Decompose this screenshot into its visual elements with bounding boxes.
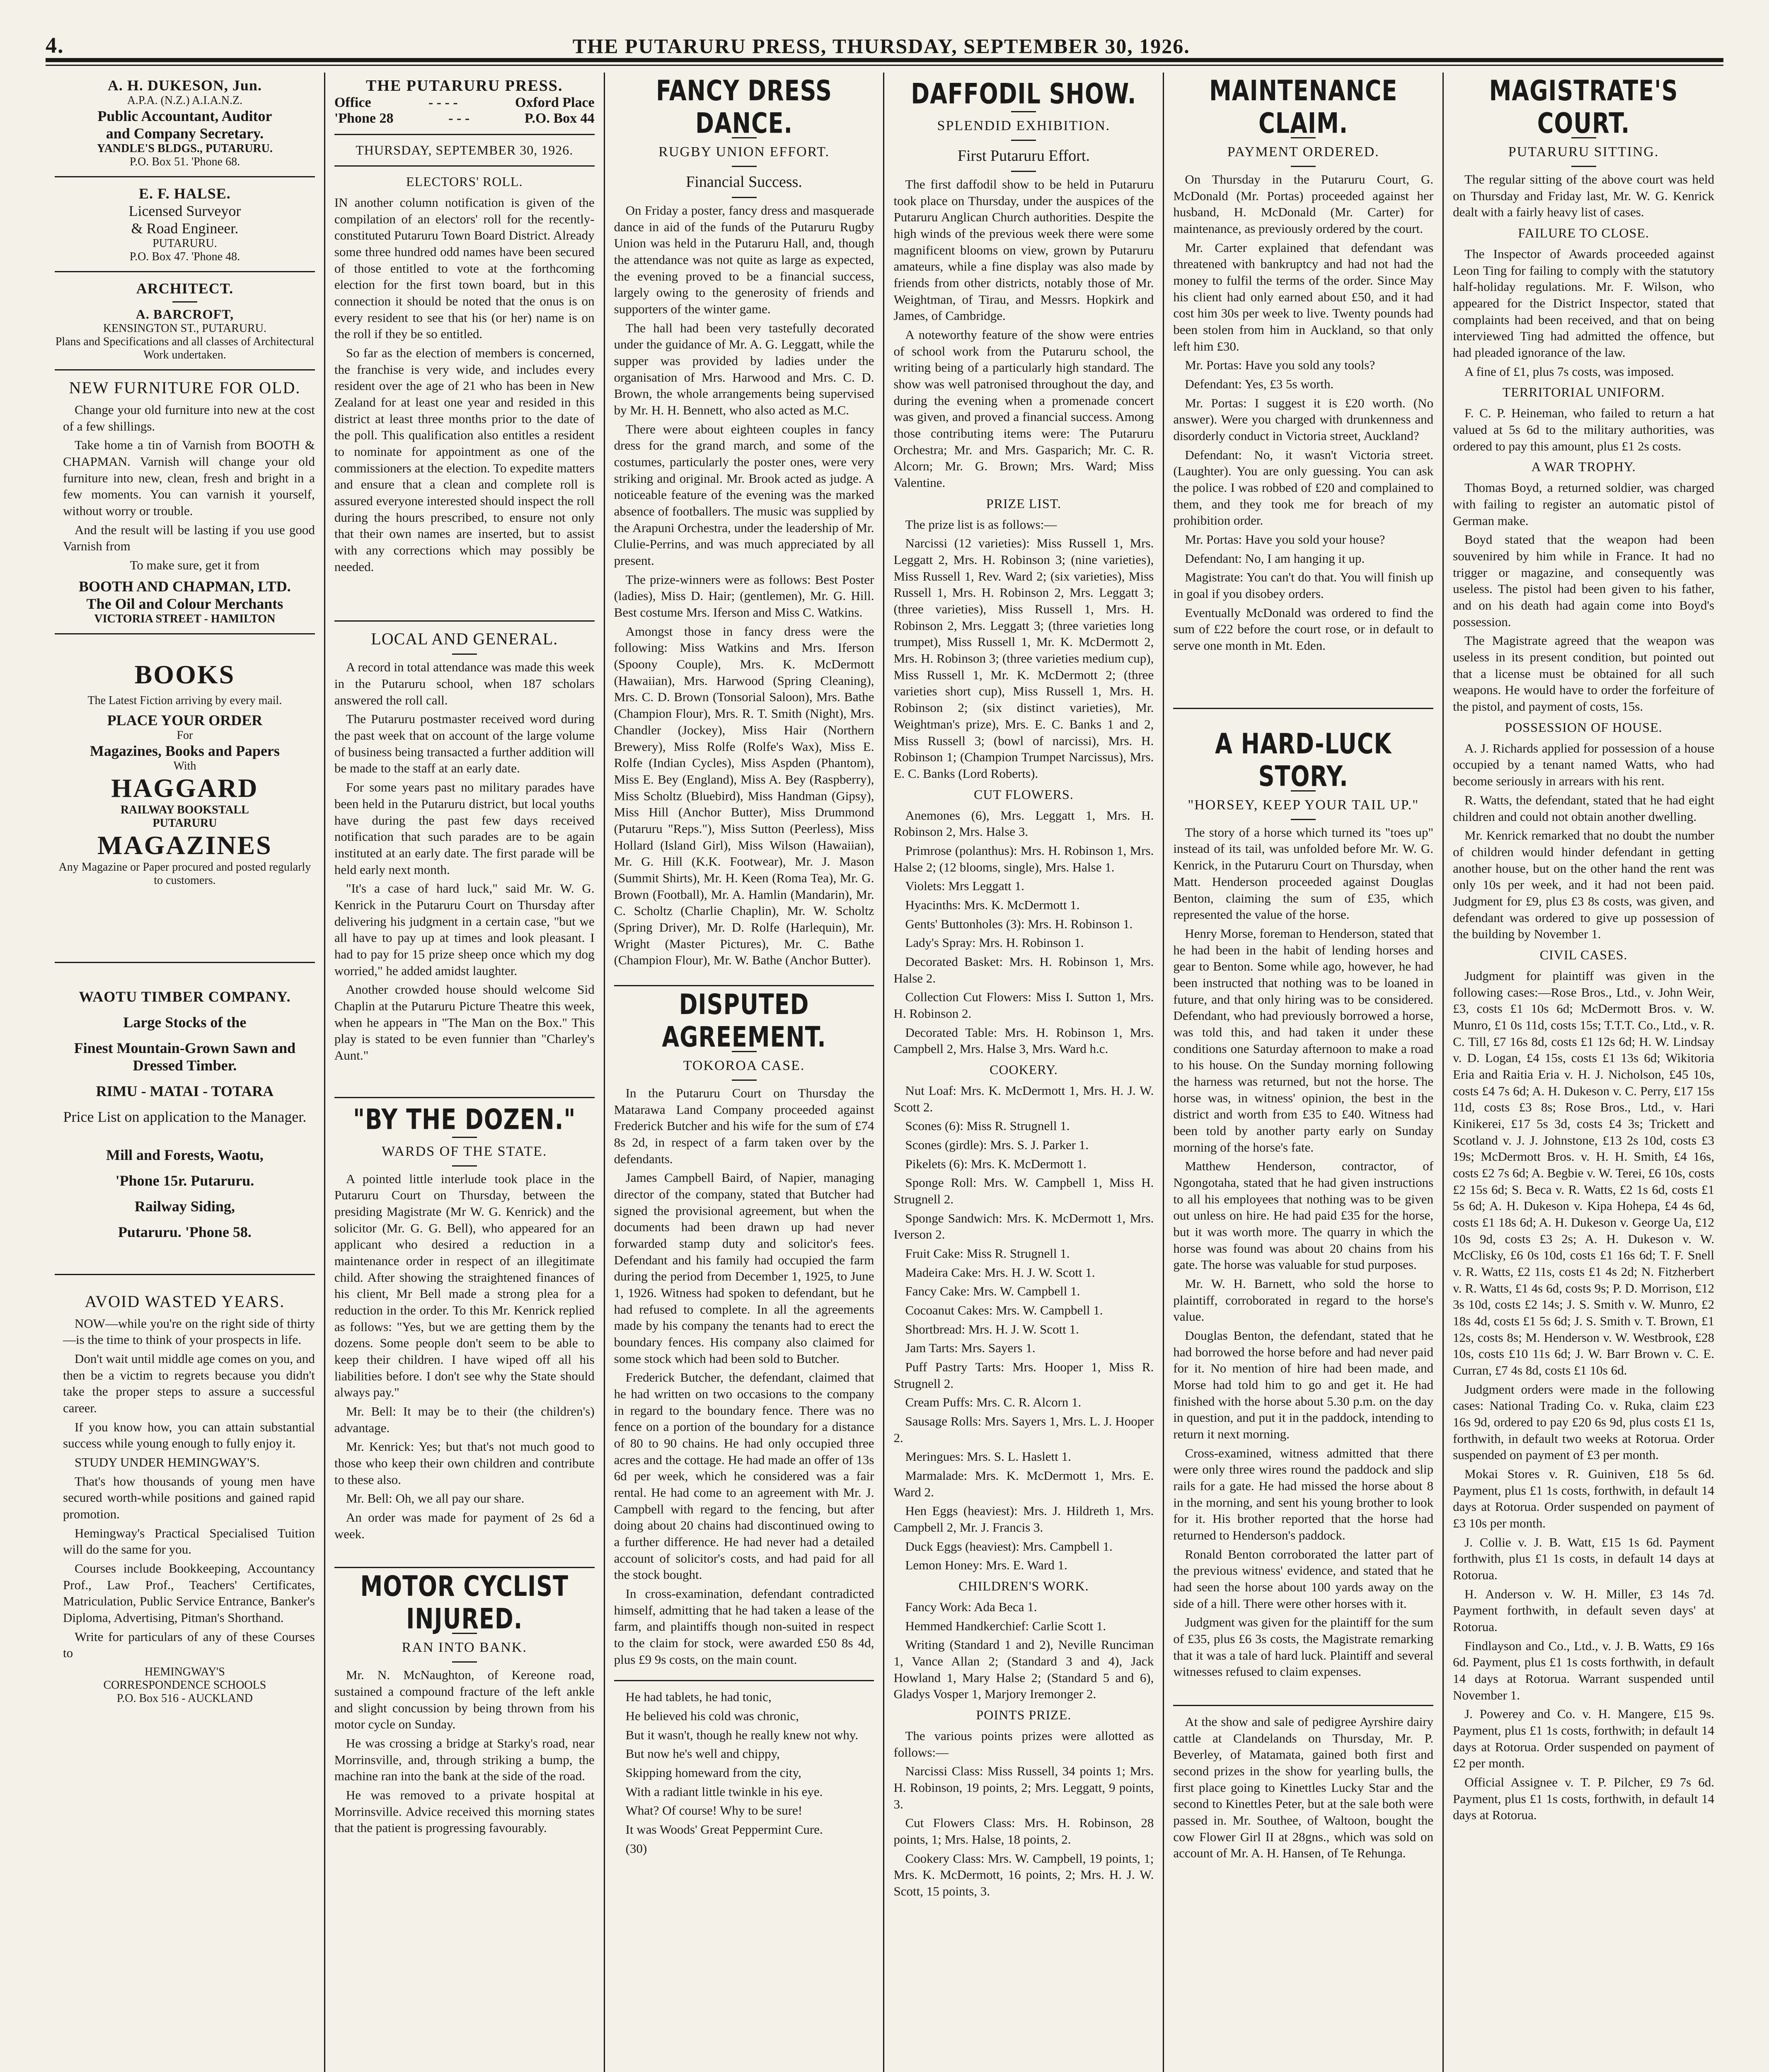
- phone-value: P.O. Box 44: [524, 111, 595, 126]
- article-paragraph: Cross-examined, witness admitted that there were only three wires round the paddock and slip rails for a gate. He had missed the horse about 8 in the morning, and sent his young brother to look for it. His brother reported that the horse had returned to Henderson's paddock.: [1173, 1445, 1434, 1543]
- masthead-title: THE PUTARURU PRESS, THURSDAY, SEPTEMBER 30, 1926.: [572, 34, 1190, 58]
- article-paragraph: R. Watts, the defendant, stated that he had eight children and could not obtain another dwelling.: [1453, 792, 1714, 824]
- ad-paragraph: Hemingway's Practical Specialised Tuition will do the same for you.: [63, 1525, 315, 1557]
- ad-line: Licensed Surveyor: [128, 203, 241, 219]
- ad-line: KENSINGTON ST., PUTARURU.: [103, 322, 266, 335]
- prize-entry: Decorated Table: Mrs. H. Robinson 1, Mrs. Campbell 2, Mrs. Halse 3, Mrs. Ward h.c.: [893, 1025, 1154, 1056]
- divider: [452, 1137, 477, 1138]
- ad-line: VICTORIA STREET - HAMILTON: [94, 612, 276, 625]
- prize-entry: Hyacinths: Mrs. K. McDermott 1.: [905, 897, 1080, 912]
- office-label: Office: [334, 95, 371, 110]
- article-paragraph: In cross-examination, defendant contradicted himself, admitting that he had taken a lease of the farm, and plaintiffs though non-suited in respect to the claim for stock, were awarded £50 8s 4d, plus £9 9s costs, on the main count.: [614, 1586, 874, 1667]
- poem-line: It was Woods' Great Peppermint Cure.: [625, 1822, 823, 1837]
- poem: [614, 1689, 874, 1857]
- poem-line: With a radiant little twinkle in his eye.: [625, 1784, 823, 1799]
- prize-entry: Lemon Honey: Mrs. E. Ward 1.: [905, 1558, 1067, 1573]
- divider: [55, 962, 315, 963]
- phone-label: 'Phone 28: [334, 111, 394, 126]
- ad-line: PUTARURU: [152, 816, 217, 830]
- divider: [1571, 166, 1596, 167]
- article-paragraph: Mr. Kenrick remarked that no doubt the number of children would hinder defendant in getting another house, but on the other hand the rent was only 10s per week, and it had not been paid. Judgment for £9, plus £3 8s costs, was given, and defendant was ordered to give up possession of the building by November 1.: [1453, 828, 1714, 942]
- article-paragraph: F. C. P. Heineman, who failed to return a hat valued at 5s 6d to the military authorities, was ordered to pay this amount, plus £1 2s costs.: [1453, 406, 1714, 453]
- article-paragraph: "It's a case of hard luck," said Mr. W. G. Kenrick in the Putaruru Court on Thursday after delivering his judgment in a certain case, "but we all have to pay up at times and look pleasant. I had to pay for 15 prize sheep once which my dog worried," he added amidst laughter.: [334, 881, 595, 978]
- article-paragraph: Mr. W. H. Barnett, who sold the horse to plaintiff, corroborated in regard to the horse's value.: [1173, 1276, 1434, 1324]
- column-3: [605, 73, 885, 2072]
- ad-name: E. F. HALSE.: [139, 185, 231, 202]
- article-paragraph: Mokai Stores v. R. Guiniven, £18 5s 6d. Payment, plus £1 1s costs, forthwith, in default 14 days at Rotorua. Order suspended on payment of £3 10s per month.: [1453, 1467, 1714, 1531]
- divider: [334, 165, 595, 167]
- article-paragraph: Frederick Butcher, the defendant, claimed that he had written on two occasions to the company in regard to the boundary fence. There was no fence on a portion of the boundary for a distance of 80 to 90 chains. He had only occupied three acres and the cottage. He had made an offer of 13s 6d per week, which he considered was a fair rental. He had come to an agreement with Mr. J. Campbell with regard to the fencing, but after doing about 20 chains had discontinued owing to a further difference. He had never had a detailed account of solicitor's costs, and had paid for all the stock bought.: [614, 1370, 874, 1582]
- prize-entry: Gents' Buttonholes (3): Mrs. H. Robinson 1.: [905, 916, 1133, 931]
- article-paragraph: He was removed to a private hospital at Morrinsville. Advice received this morning states that the patient is progressing favourably.: [334, 1788, 595, 1835]
- prize-entry: Collection Cut Flowers: Miss I. Sutton 1, Mrs. H. Robinson 2.: [893, 990, 1154, 1021]
- column-5: [1164, 73, 1444, 2072]
- prize-entry: Lady's Spray: Mrs. H. Robinson 1.: [905, 935, 1084, 950]
- ad-line: Magazines, Books and Papers: [90, 742, 280, 759]
- article-paragraph: Eventually McDonald was ordered to find the sum of £22 before the court rose, or in default to serve one month in Mt. Eden.: [1173, 605, 1434, 653]
- prize-entry: Cocoanut Cakes: Mrs. W. Campbell 1.: [905, 1302, 1103, 1317]
- columns: [46, 73, 1723, 2072]
- article-paragraph: In the Putaruru Court on Thursday the Matarawa Land Company proceeded against Frederick Butcher and his wife for the sum of £74 8s 2d, in respect of a farm taken over by the defendants.: [614, 1085, 874, 1166]
- ad-line: Railway Siding,: [134, 1198, 235, 1215]
- ad-line: YANDLE'S BLDGS., PUTARURU.: [97, 142, 273, 155]
- article-paragraph: For some years past no military parades have been held in the Putaruru district, but local youths have during the past few days received notification that such parades are to be again instituted at an early date. The first parade will be held early next month.: [334, 780, 595, 877]
- prize-entry: Fruit Cake: Miss R. Strugnell 1.: [905, 1246, 1070, 1261]
- ad-name: A. H. DUKESON, Jun.: [107, 77, 262, 94]
- divider: [334, 1567, 595, 1568]
- ad-line: Plans and Specifications and all classes of Architectural Work undertaken.: [55, 335, 315, 361]
- ad-line: Price List on application to the Manager.: [63, 1108, 307, 1125]
- press-office: Office - - - - Oxford Place: [334, 95, 595, 110]
- article-subheading: WARDS OF THE STATE.: [382, 1143, 547, 1159]
- column-1: [46, 73, 325, 2072]
- ad-halse: [55, 185, 315, 264]
- article-paragraph: Another crowded house should welcome Sid Chaplin at the Putaruru Picture Theatre this week, when he appears in "The Man on the Box." This play is stated to be even funnier than "Charley's Aunt.": [334, 982, 595, 1063]
- article-heading: A HARD-LUCK STORY.: [1215, 727, 1392, 793]
- divider: [334, 620, 595, 622]
- poem-line: But now he's well and chippy,: [625, 1746, 780, 1761]
- article-paragraph: Official Assignee v. T. P. Pilcher, £9 7s 6d. Payment, plus £1 1s costs, forthwith, in default 14 days at Rotorua.: [1453, 1775, 1714, 1823]
- divider: [55, 633, 315, 634]
- divider: [452, 1661, 477, 1663]
- ad-paragraph: Change your old furniture into new at the cost of a few shillings.: [63, 402, 315, 433]
- prize-entry: Primrose (polanthus): Mrs. H. Robinson 1, Mrs. Halse 2; (12 blooms, single), Mrs. Halse 1.: [893, 843, 1154, 874]
- article-heading: MAGISTRATE'S COURT.: [1489, 74, 1678, 140]
- article-paragraph: Matthew Henderson, contractor, of Ngongotaha, stated that he had given instructions to all his employees that nothing was to be given out unless on hire. He had paid £35 for the horse, but it was worth more. The quarry in which the horse was found was about 20 chains from his gate. The horse was valuable for stud purposes.: [1173, 1159, 1434, 1272]
- article-paragraph: The Inspector of Awards proceeded against Leon Ting for failing to comply with the statutory half-holiday regulations. Mr. F. Wilson, who appeared for the District Inspector, stated that complaints had been received, and that on being interviewed Ting had admitted the offence, but had pleaded ignorance of the law.: [1453, 247, 1714, 360]
- ad-paragraph: STUDY UNDER HEMINGWAY'S.: [75, 1455, 260, 1470]
- article-heading: "BY THE DOZEN.": [353, 1103, 576, 1136]
- article-paragraph: So far as the election of members is concerned, the franchise is very wide, and includes every resident over the age of 21 who has been in New Zealand for at least one year and resided in this district at least three months prior to the date of the poll. This qualification also entitles a resident to nominate for appointment as one of the commissioners at the election. To expedite matters and ensure that a clean and complete roll is assured everyone interested should inspect the roll during the hours prescribed, to ensure not only that their own names are inserted, but to assist with any corrections which may possibly be needed.: [334, 346, 595, 574]
- article-paragraph: Defendant: Yes, £3 5s worth.: [1185, 377, 1334, 392]
- ad-line: A.P.A. (N.Z.) A.I.A.N.Z.: [127, 94, 243, 107]
- prize-entry: Fancy Work: Ada Beca 1.: [905, 1600, 1037, 1615]
- divider: [732, 1080, 757, 1081]
- ad-line: RIMU - MATAI - TOTARA: [96, 1082, 274, 1099]
- article-paragraph: A pointed little interlude took place in the Putaruru Court on Thursday, between the presiding Magistrate (Mr W. G. Kenrick) and the solicitor (Mr. G. G. Bell), who appeared for an applicant who desired a reduction in a maintenance order in respect of an illegitimate child. After showing the straightened finances of his client, Mr Bell made a strong plea for a reduction in the order. To this Mr. Kenrick replied as follows: "Yes, but we are getting them by the dozens. Some people don't seem to be able to keep their children. I have wiped off all his liabilities before. I don't see why the State should always pay.": [334, 1171, 595, 1400]
- divider: [1011, 171, 1036, 172]
- section-heading: A WAR TROPHY.: [1531, 459, 1636, 474]
- divider: [55, 271, 315, 272]
- ad-heading: WAOTU TIMBER COMPANY.: [79, 988, 291, 1005]
- divider: [55, 369, 315, 370]
- prize-entry: Sponge Sandwich: Mrs. K. McDermott 1, Mrs. Iverson 2.: [893, 1210, 1154, 1242]
- article-paragraph: On Friday a poster, fancy dress and masquerade dance in aid of the funds of the Putaruru Rugby Union was held in the Putaruru Hall, and, though the attendance was not quite as large as expected, the evening proved to be a financial success, largely owing to the generosity of friends and supporters of the winter game.: [614, 203, 874, 317]
- poem-line: He had tablets, he had tonic,: [625, 1690, 772, 1704]
- prize-entry: Cream Puffs: Mrs. C. R. Alcorn 1.: [905, 1395, 1082, 1410]
- ad-line: The Oil and Colour Merchants: [86, 595, 283, 612]
- article-paragraph: Mr. Portas: Have you sold your house?: [1185, 532, 1385, 547]
- article-subheading: "HORSEY, KEEP YOUR TAIL UP.": [1188, 797, 1419, 813]
- article-paragraph: J. Powerey and Co. v. H. Mangere, £15 9s. Payment, plus £1 1s costs, forthwith; in default 14 days at Rotorua. Order suspended on payment of £2 per month.: [1453, 1706, 1714, 1771]
- article-subheading: First Putaruru Effort.: [957, 147, 1090, 165]
- divider: [1291, 166, 1316, 167]
- prize-entry: Pikelets (6): Mrs. K. McDermott 1.: [905, 1156, 1087, 1171]
- column-4: [884, 73, 1164, 2072]
- prize-entry: Marmalade: Mrs. K. McDermott 1, Mrs. E. Ward 2.: [893, 1468, 1154, 1499]
- press-box: [334, 77, 595, 126]
- article-heading: LOCAL AND GENERAL.: [371, 629, 558, 649]
- article-subheading: Financial Success.: [686, 173, 802, 191]
- ad-line: With: [173, 759, 196, 772]
- poem-number: (30): [625, 1841, 647, 1856]
- ad-line: and Company Secretary.: [106, 125, 264, 142]
- ad-heading: BOOKS: [134, 659, 235, 689]
- ad-architect: [55, 280, 315, 362]
- divider: [55, 1274, 315, 1275]
- prize-entry: Violets: Mrs Leggatt 1.: [905, 879, 1024, 893]
- article-paragraph: J. Collie v. J. B. Watt, £15 1s 6d. Payment forthwith, plus £1 1s costs, in default 14 days at Rotorua.: [1453, 1535, 1714, 1583]
- article-subheading: PUTARURU SITTING.: [1508, 144, 1659, 160]
- article-paragraph: The hall had been very tastefully decorated under the guidance of Mr. A. G. Leggatt, while the supper was provided by ladies under the organisation of Mrs. Harwood and Mrs. C. D. Brown, the whole arrangements being supervised by Mr. H. H. Bennett, who also acted as M.C.: [614, 320, 874, 418]
- article-paragraph: Magistrate: You can't do that. You will finish up in goal if you disobey orders.: [1173, 570, 1434, 601]
- divider: [614, 985, 874, 986]
- article-paragraph: The prize-winners were as follows: Best Poster (ladies), Miss D. Hair; (gentlemen), Mr. G. Hill. Best costume Mrs. Iferson and Miss C. Watkins.: [614, 572, 874, 620]
- office-value: Oxford Place: [515, 95, 595, 110]
- ad-line: The Latest Fiction arriving by every mail.: [87, 694, 282, 707]
- article-heading: ELECTORS' ROLL.: [406, 174, 523, 189]
- prize-entry: Scones (6): Miss R. Strugnell 1.: [905, 1118, 1070, 1133]
- article-paragraph: A noteworthy feature of the show were entries of school work from the Putaruru school, the writing being of a particularly high standard. The show was well patronised throughout the day, and during the evening when a promenade concert was given, and proved a financial success. Among those contributing items were: The Putaruru Orchestra; Mr. and Mrs. Gasparich; Mr. C. R. Alcorn; Mr. G. Brown; Mrs. Ward; Miss Valentine.: [893, 327, 1154, 490]
- article-subheading: TOKOROA CASE.: [683, 1058, 805, 1073]
- ad-heading: ARCHITECT.: [136, 280, 234, 297]
- article-paragraph: Mr. N. McNaughton, of Kereone road, sustained a compound fracture of the left ankle and slight concussion by being thrown from his motor cycle on Sunday.: [334, 1668, 595, 1732]
- ad-heading: AVOID WASTED YEARS.: [85, 1292, 285, 1311]
- article-paragraph: Judgment for plaintiff was given in the following cases:—Rose Bros., Ltd., v. John Weir, £3, costs £1 10s 6d; McDermott Bros. v. W. Munro, £1 0s 11d, costs 15s; T.T.T. Co., Ltd., v. R. C. Till, £7 16s 8d, costs £1 12s 6d; H. W. Lindsay v. D. Logan, £4 15s, costs £1 13s 6d; Wikitoria Eria and Raitia Eria v. H. J. Nicholson, £45 10s, costs £4 7s 6d; A. H. Dukeson v. C. Perry, £17 15s 11d, costs £3 8s; Rose Bros., Ltd., v. Hari Kinikerei, £17 5s 3d, costs £4 3s; Trickett and Scotland v. J. J. Johnstone, £13 2s 10d, costs £3 19s; McDermott Bros. v. H. H. Smith, £4 16s, costs £2 7s 6d; A. Begbie v. W. Terei, £6 10s, costs £2 15s 6d; S. Beca v. R. Watts, £2 1s 6d, costs £1 5s 6d; A. H. Dukeson v. Kipa Hohepa, £4 4s 6d, costs £1 18s 6d; A. H. Dukeson v. George Ua, £12 10s 9d, costs £3 2s; A. H. Dukeson v. W. McClisky, £6 0s 10d, costs £1 16s 6d; T. F. Snell v. R. Watts, £2 11s, costs £1 4s 2d; N. Fitzherbert v. R. Watts, £1 4s 6d, costs 9s; P. D. Morrison, £12 3s 10d, costs £2 14s; J. S. Smith v. W. Munro, £2 18s 4d, costs £1 5s 6d; J. S. Smith v. T. Brown, £1 12s, costs 8s; M. Henderson v. W. Westbrook, £28 10s, costs £10 11s 6d; J. W. Barr Brown v. C. E. Curran, £7 4s 8d, costs £1 10s 6d.: [1453, 968, 1714, 1377]
- section-heading: TERRITORIAL UNIFORM.: [1502, 385, 1665, 400]
- divider: [1173, 708, 1433, 709]
- section-heading: CHILDREN'S WORK.: [958, 1578, 1089, 1594]
- article-paragraph: The regular sitting of the above court was held on Thursday and Friday last, Mr. W. G. Kenrick dealt with a fairly heavy list of cases.: [1453, 172, 1714, 220]
- article-subheading: PAYMENT ORDERED.: [1227, 144, 1379, 160]
- prize-entry: Hen Eggs (heaviest): Mrs. J. Hildreth 1, Mrs. Campbell 2, Mr. J. Francis 3.: [893, 1503, 1154, 1535]
- ad-line: & Road Engineer.: [131, 220, 239, 237]
- ad-paragraph: To make sure, get it from: [130, 558, 260, 573]
- poem-line: But it wasn't, though he really knew not why.: [625, 1727, 859, 1742]
- ad-line: Putaruru. 'Phone 58.: [118, 1223, 252, 1240]
- ad-line: RAILWAY BOOKSTALL: [120, 803, 249, 816]
- column-6: [1444, 73, 1723, 2072]
- ad-dukeson: [55, 77, 315, 169]
- article-paragraph: The prize list is as follows:—: [905, 517, 1057, 532]
- article-paragraph: Mr. Portas: I suggest it is £20 worth. (No answer). Were you charged with drunkenness and disorderly conduct in Victoria street, Auckland?: [1173, 395, 1434, 443]
- article-paragraph: There were about eighteen couples in fancy dress for the grand march, and some of the costumes, particularly the poster ones, were very striking and original. Mr. Brook acted as judge. A noticeable feature of the evening was the marked absence of footballers. The music was supplied by the Arapuni Orchestra, under the leadership of Mr. Clulie-Perrins, and was much appreciated by all present.: [614, 421, 874, 568]
- section-heading: PRIZE LIST.: [986, 496, 1061, 511]
- ad-line: PLACE YOUR ORDER: [107, 712, 263, 729]
- ad-paragraph: If you know how, you can attain substantial success while young enough to fully enjoy it.: [63, 1419, 315, 1451]
- prize-entry: Anemones (6), Mrs. Leggatt 1, Mrs. H. Robinson 2, Mrs. Halse 3.: [893, 808, 1154, 839]
- prize-entry: Writing (Standard 1 and 2), Neville Runciman 1, Vance Allan 2; (Standard 3 and 4), Jack Howland 1, Mary Halse 2; (Standard 5 and 6), Gladys Vosper 1, Marjory Iremonger 2.: [893, 1637, 1154, 1702]
- press-name: THE PUTARURU PRESS.: [366, 77, 563, 94]
- divider: [1011, 111, 1036, 112]
- article-paragraph: A record in total attendance was made this week in the Putaruru school, when 187 scholars answered the roll call.: [334, 660, 595, 707]
- ad-paragraph: NOW—while you're on the right side of thirty—is the time to think of your prospects in life.: [63, 1316, 315, 1347]
- ad-paragraph: And the result will be lasting if you use good Varnish from: [63, 522, 315, 554]
- ad-line: P.O. Box 516 - AUCKLAND: [116, 1692, 253, 1705]
- masthead-rule-thin: [46, 65, 1723, 66]
- prize-entry: Nut Loaf: Mrs. K. McDermott 1, Mrs. H. J. W. Scott 2.: [893, 1083, 1154, 1114]
- prize-entry: Fancy Cake: Mrs. W. Campbell 1.: [905, 1284, 1080, 1299]
- divider: [1291, 819, 1316, 820]
- article-paragraph: Defendant: No, it wasn't Victoria street. (Laughter). You are only guessing. You can ask the police. I was robbed of £20 and complained to them, and they took me for breach of my prohibition order.: [1173, 447, 1434, 528]
- prize-entry: Meringues: Mrs. S. L. Haslett 1.: [905, 1449, 1071, 1464]
- ad-hemingway: [55, 1292, 315, 1311]
- ad-hemingway-address: [55, 1665, 315, 1705]
- article-paragraph: Judgment was given for the plaintiff for the sum of £35, plus £6 3s costs, the Magistrate remarking that it was a tale of hard luck. Plaintiff and several witnesses refused to claim expenses.: [1173, 1615, 1434, 1679]
- prize-entry: Scones (girdle): Mrs. S. J. Parker 1.: [905, 1137, 1089, 1152]
- divider: [732, 166, 757, 167]
- article-paragraph: Narcissi (12 varieties): Miss Russell 1, Mrs. Leggatt 2, Mrs. H. Robinson 3; (nine varieties), Miss Russell 1, Rev. Ward 2; (six varieties), Miss Russell 1, Mrs. H. Robinson 2, Mrs. Leggatt 3; (three varieties), Miss Russell 1, Mrs. H. Robinson 2, Mrs. Leggatt 3; (three varieties long trumpet), Miss Russell 1, Mr. K. McDermott 2, Mrs. H. Robinson 3; (three varieties medium cup), Miss Russell 1, Mr. K. McDermott 2; (three varieties short cup), Miss Russell 1, Mrs. H. Robinson 2; (six distinct varieties), Mr. Weightman's prize), Mrs. E. C. Banks 1 and 2, Miss Russell 3; (bowl of narcissi), Mrs. H. Robinson 1; (Champion Trumpet Narcissus), Mrs. E. C. Banks (Lord Roberts).: [893, 536, 1154, 781]
- ad-line: BOOTH AND CHAPMAN, LTD.: [79, 578, 291, 595]
- ad-line: P.O. Box 51. 'Phone 68.: [129, 155, 240, 168]
- ad-line: Large Stocks of the: [123, 1014, 247, 1031]
- ad-paragraph: That's how thousands of young men have secured worth-while positions and gained rapid promotion.: [63, 1474, 315, 1522]
- section-heading: CIVIL CASES.: [1539, 947, 1628, 962]
- article-paragraph: The first daffodil show to be held in Putaruru took place on Thursday, under the auspices of the Putaruru Anglican Church authorities. Despite the high winds of the previous week there were some magnificent blooms on view, grown by Putaruru amateurs, while a fine display was also made by friends from other districts, notably those of Mr. Weightman, of Tirau, and Messrs. Hopkirk and James, of Cambridge.: [893, 177, 1154, 323]
- ad-furniture-firm: [55, 578, 315, 626]
- prize-entry: Cut Flowers Class: Mrs. H. Robinson, 28 points, 1; Mrs. Halse, 18 points, 2.: [893, 1815, 1154, 1847]
- article-paragraph: Ronald Benton corroborated the latter part of the previous witness' evidence, and stated that he had seen the horse about 100 yards away on the side of a hill. There were other horses with it.: [1173, 1547, 1434, 1611]
- article-paragraph: Boyd stated that the weapon had been souvenired by him while in France. It had no trigger or magazine, and consequently was useless. The pistol had been given to his father, and on his death had again come into Boyd's possession.: [1453, 532, 1714, 629]
- article-paragraph: Mr. Portas: Have you sold any tools?: [1185, 358, 1375, 373]
- poem-line: Skipping homeward from the city,: [625, 1765, 801, 1780]
- article-paragraph: He was crossing a bridge at Starky's road, near Morrinsville, and, through striking a bump, the machine ran into the bank at the side of the road.: [334, 1736, 595, 1784]
- ad-line: Finest Mountain-Grown Sawn and Dressed Timber.: [74, 1039, 296, 1074]
- prize-entry: Puff Pastry Tarts: Mrs. Hooper 1, Miss R. Strugnell 2.: [893, 1360, 1154, 1391]
- divider: [452, 1165, 477, 1167]
- poem-line: He believed his cold was chronic,: [625, 1709, 799, 1723]
- column-2: [325, 73, 605, 2072]
- prize-entry: Madeira Cake: Mrs. H. J. W. Scott 1.: [905, 1265, 1095, 1280]
- prize-entry: Cookery Class: Mrs. W. Campbell, 19 points, 1; Mrs. K. McDermott, 16 points, 2; Mrs. H. J. W. Scott, 15 points, 3.: [893, 1851, 1154, 1899]
- article-paragraph: Mr. Bell: Oh, we all pay our share.: [346, 1491, 525, 1506]
- ad-line: P.O. Box 47. 'Phone 48.: [129, 250, 240, 263]
- masthead-rule: [46, 58, 1723, 62]
- article-paragraph: IN another column notification is given of the compilation of an electors' roll for the recently-constituted Putaruru Town Board District. Already some three hundred odd names have been secured of those entitled to vote at the forthcoming election for the first town board, but in this connection it should be noted that the onus is on every resident to see that his (or her) name is on the roll if they be so entitled.: [334, 195, 595, 341]
- ad-books: [55, 659, 315, 887]
- ad-paragraph: Write for particulars of any of these Courses to: [63, 1629, 315, 1661]
- article-subheading: RUGBY UNION EFFORT.: [658, 144, 830, 160]
- divider: [1173, 1705, 1433, 1706]
- article-heading: FANCY DRESS DANCE.: [656, 74, 832, 140]
- prize-entry: Sponge Roll: Mrs. W. Campbell 1, Miss H. Strugnell 2.: [893, 1175, 1154, 1206]
- article-paragraph: The story of a horse which turned its "toes up" instead of its tail, was unfolded before Mr. W. G. Kenrick, in the Putaruru Court on Thursday, when Matt. Henderson proceeded against Douglas Benton, claiming the sum of £35, which represented the value of the horse.: [1173, 825, 1434, 922]
- ad-line: CORRESPONDENCE SCHOOLS: [103, 1679, 266, 1692]
- ad-heading: NEW FURNITURE FOR OLD.: [69, 378, 301, 397]
- ad-line: MAGAZINES: [97, 830, 272, 860]
- article-heading: DISPUTED AGREEMENT.: [662, 988, 826, 1053]
- prize-entry: Duck Eggs (heaviest): Mrs. Campbell 1.: [905, 1539, 1113, 1554]
- article-paragraph: H. Anderson v. W. H. Miller, £3 14s 7d. Payment forthwith, in default seven days' at Rotorua.: [1453, 1586, 1714, 1634]
- article-heading: MOTOR CYCLIST INJURED.: [360, 1570, 569, 1636]
- divider: [732, 197, 757, 198]
- prize-entry: Sausage Rolls: Mrs. Sayers 1, Mrs. L. J. Hooper 2.: [893, 1414, 1154, 1445]
- section-heading: FAILURE TO CLOSE.: [1518, 225, 1649, 241]
- ad-line: 'Phone 15r. Putaruru.: [115, 1172, 254, 1189]
- ad-furniture: [55, 378, 315, 397]
- prize-entry: Narcissi Class: Miss Russell, 34 points 1; Mrs. H. Robinson, 19 points, 2; Mrs. Leggatt, 9 points, 3.: [893, 1764, 1154, 1811]
- article-paragraph: At the show and sale of pedigree Ayrshire dairy cattle at Clandelands on Thursday, Mr. P. Beverley, of Matamata, gained both first and second prizes in the show for yearling bulls, the first place going to Kinettles Lucky Star and the second to Kinettles Peter, but at the sale both were passed in. Mr. Southee, of Waltoon, bought the cow Flower Girl II at 28gns., which was sold on account of Mr. A. H. Hansen, of Te Rehunga.: [1173, 1714, 1434, 1861]
- divider: [334, 1097, 595, 1098]
- section-heading: COOKERY.: [990, 1062, 1058, 1077]
- article-paragraph: The Magistrate agreed that the weapon was useless in its present condition, but pointed out that a license must be obtained for all such weapons. He would have to order the forfeiture of the pistol, and payment of costs, 15s.: [1453, 633, 1714, 714]
- article-paragraph: Thomas Boyd, a returned soldier, was charged with failing to register an automatic pistol of German make.: [1453, 480, 1714, 528]
- article-paragraph: On Thursday in the Putaruru Court, G. McDonald (Mr. Portas) proceeded against her husband, H. McDonald (Mr. Carter) for maintenance, as previously ordered by the court.: [1173, 172, 1434, 236]
- article-paragraph: A. J. Richards applied for possession of a house occupied by a tenant named Watts, who had become seriously in arrears with his rent.: [1453, 741, 1714, 789]
- article-paragraph: Findlayson and Co., Ltd., v. J. B. Watts, £9 16s 6d. Payment, plus £1 1s costs forthwith, in default 14 days at Rotorua. Warrant suspended until November 1.: [1453, 1638, 1714, 1702]
- press-phone: 'Phone 28 - - - P.O. Box 44: [334, 111, 595, 126]
- ad-waotu: [55, 988, 315, 1241]
- dateline: THURSDAY, SEPTEMBER 30, 1926.: [356, 143, 574, 157]
- article-paragraph: A fine of £1, plus 7s costs, was imposed.: [1464, 364, 1674, 379]
- prize-entry: Jam Tarts: Mrs. Sayers 1.: [905, 1341, 1036, 1356]
- article-paragraph: Mr. Carter explained that defendant was threatened with bankruptcy and had not had the money to fulfil the terms of the order. Since May his client had only earned about £50, and it had cost him 30s per week to live. Twenty pounds had been stolen from him in Auckland, so that only left him £30.: [1173, 240, 1434, 353]
- article-heading: DAFFODIL SHOW.: [911, 77, 1137, 110]
- ad-line: Mill and Forests, Waotu,: [106, 1146, 264, 1163]
- article-paragraph: Henry Morse, foreman to Henderson, stated that he had been in the habit of lending horses and gear to Benton. Some while ago, however, he had been instructed that nothing was to be loaned in future, and that only hiring was to be considered. Defendant, who had previously borrowed a horse, was told this, and had taken it under these conditions one Saturday afternoon to make a road to his house. On the Sunday morning following the harness was returned, but not the horse. The horse was, in witness' opinion, the best in the district and worth from £35 to £40. Witness had been told by another party early on Sunday morning of the horse's fate.: [1173, 926, 1434, 1155]
- poem-line: What? Of course! Why to be sure!: [625, 1803, 803, 1818]
- divider: [334, 134, 595, 135]
- section-heading: POSSESSION OF HOUSE.: [1505, 719, 1663, 735]
- ad-paragraph: Take home a tin of Varnish from BOOTH & CHAPMAN. Varnish will change your old furniture into new, clean, fresh and bright in a few moments. You can varnish it yourself, without worry or trouble.: [63, 438, 315, 518]
- divider: [172, 301, 197, 303]
- ad-name: A. BARCROFT,: [136, 307, 234, 322]
- article-paragraph: Mr. Bell: It may be to their (the children's) advantage.: [334, 1404, 595, 1435]
- article-paragraph: Mr. Kenrick: Yes; but that's not much good to those who keep their own children and contribute to these also.: [334, 1439, 595, 1487]
- ad-line: Public Accountant, Auditor: [97, 108, 272, 124]
- divider: [452, 654, 477, 655]
- article-paragraph: Douglas Benton, the defendant, stated that he had borrowed the horse before and had never paid for it. No mention of hire had been made, and Morse had told him to go and get it. He had finished with the horse about 5.30 p.m. on the day in question, and put it in the paddock, intending to return it next morning.: [1173, 1328, 1434, 1441]
- masthead: [46, 17, 1723, 58]
- article-paragraph: James Campbell Baird, of Napier, managing director of the company, stated that Butcher had signed the provisional agreement, but when the documents had been drawn up had never forwarded stamp duty and solicitor's fees. Defendant and his family had occupied the farm during the period from December 1, 1925, to June 1, 1926. Witness had spoken to defendant, but he had refused to complete. In all the agreements made by his company the tenants had to erect the boundary fences. His company also claimed for some stock which had been sold to Butcher.: [614, 1170, 874, 1366]
- prize-entry: The various points prizes were allotted as follows:—: [893, 1728, 1154, 1760]
- article-subheading: RAN INTO BANK.: [402, 1640, 527, 1656]
- section-heading: CUT FLOWERS.: [974, 787, 1074, 802]
- divider: [55, 176, 315, 177]
- ad-paragraph: Don't wait until middle age comes on you, and then be a victim to regrets because you didn't take the proper steps to assure a successful career.: [63, 1351, 315, 1416]
- article-paragraph: Defendant: No, I am hanging it up.: [1185, 551, 1365, 566]
- divider: [1011, 140, 1036, 141]
- ad-line: Any Magazine or Paper procured and posted regularly to customers.: [58, 860, 311, 887]
- prize-entry: Hemmed Handkerchief: Carlie Scott 1.: [905, 1618, 1106, 1633]
- prize-entry: Decorated Basket: Mrs. H. Robinson 1, Mrs. Halse 2.: [893, 954, 1154, 985]
- ad-line: PUTARURU.: [152, 237, 217, 250]
- page-number: 4.: [46, 33, 64, 58]
- article-paragraph: Judgment orders were made in the following cases: National Trading Co. v. Ruka, claim £23 16s 9d, ordered to pay £20 6s 9d, plus costs £1 1s, forthwith, in default two weeks at Rotorua. Order suspended on payment of £3 per month.: [1453, 1382, 1714, 1462]
- article-subheading: SPLENDID EXHIBITION.: [937, 118, 1111, 133]
- ad-paragraph: Courses include Bookkeeping, Accountancy Prof., Law Prof., Teachers' Certificates, Matriculation, Public Service Entrance, Banker's Diploma, Advertising, Pitman's Shorthand.: [63, 1561, 315, 1625]
- article-paragraph: An order was made for payment of 2s 6d a week.: [334, 1510, 595, 1541]
- ad-line: HAGGARD: [111, 773, 259, 803]
- article-paragraph: The Putaruru postmaster received word during the past week that on account of the large volume of business being transacted a further addition will be made to the staff at an early date.: [334, 712, 595, 776]
- prize-entry: Shortbread: Mrs. H. J. W. Scott 1.: [905, 1322, 1079, 1336]
- article-heading: MAINTENANCE CLAIM.: [1209, 74, 1398, 140]
- divider: [614, 1680, 874, 1681]
- ad-line: HEMINGWAY'S: [145, 1665, 225, 1679]
- ad-line: For: [177, 729, 193, 742]
- article-paragraph: Amongst those in fancy dress were the following: Miss Watkins and Mrs. Iferson (Spoony Couple), Mrs. K. McDermott (Hawaiian), Mrs. Harwood (Spring Cleaning), Mrs. C. D. Brown (Tonsorial Saloon), Mrs. Bathe (Champion Flour), Mrs. R. T. Smith (Night), Mrs. Chandler (Jockey), Miss Hair (Northern Brewery), Miss Rolfe (Rolfe's Wax), Miss E. Rolfe (Indian Cycles), Miss Aspden (Phantom), Miss E. Bey (England), Miss A. Bey (Raspberry), Miss Scholtz (Bluebird), Miss Handman (Gipsy), Miss Hill (Anchor Butter), Miss Drummond (Putaruru "Reps."), Miss Sutton (Peerless), Miss Hollard (Island Girl), Miss Wilson (Hawaiian), Mr. G. Hill (K.K. Footwear), Mr. J. Mason (Summit Shirts), Mr. H. Keen (Roma Tea), Mr. G. Brown (Football), Mr. A. Hamlin (Mandarin), Mr. C. Scholtz (Charlie Chaplin), Mr. W. Scholtz (Spring Driver), Mr. D. Rolfe (Harlequin), Mr. Wright (Master Pictures), Mr. C. Bathe (Champion Flour), Mr. W. Bathe (Anchor Butter).: [614, 624, 874, 968]
- section-heading: POINTS PRIZE.: [976, 1707, 1072, 1723]
